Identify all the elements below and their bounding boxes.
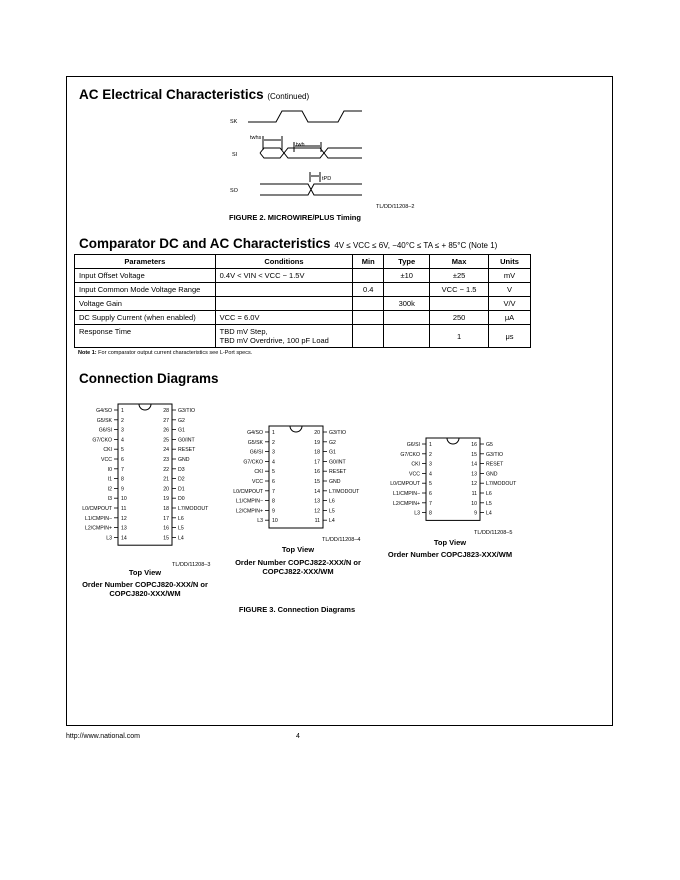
chip28-fig-id: TL/DD/11208–3	[172, 562, 211, 568]
chip20-right-pin-label: L5	[329, 508, 335, 515]
chip28-right-pin-number: 20	[163, 486, 169, 493]
figure2-id: TL/DD/11208–2	[376, 204, 415, 210]
si-label: SI	[232, 152, 238, 158]
chip16-left-pin-number: 6	[429, 491, 432, 497]
so-label: SO	[230, 188, 238, 194]
chip16-right-pin-number: 13	[471, 471, 477, 478]
chip16-right-pin-label: L7/MODOUT	[486, 481, 517, 488]
chip16-left-pin-label: L0/CMPOUT	[390, 481, 420, 488]
chip28-left-pin-number: 9	[121, 486, 124, 493]
si-waveform-bottom	[260, 153, 362, 158]
chip16-right-pin-label: L6	[486, 491, 492, 497]
chip28-right-pin-label: GND	[178, 457, 190, 463]
chip28-right-pin-number: 22	[163, 466, 169, 473]
chip28-right-pin-label: D1	[178, 486, 185, 493]
chip20-view: Top View	[281, 545, 315, 554]
chip20-left-pin-label: L3	[257, 518, 263, 525]
chip28-right-pin-number: 23	[163, 457, 169, 463]
chip20-left-pin-number: 5	[272, 469, 275, 476]
chip20-fig-id: TL/DD/11208–4	[322, 537, 361, 543]
chip20-right-pin-number: 13	[314, 498, 320, 505]
figure2-caption: FIGURE 2. MICROWIRE/PLUS Timing	[229, 213, 361, 222]
chip20-right-pin-label: L6	[329, 498, 335, 505]
chip16-right-pin-label: G3/TIO	[486, 451, 504, 458]
chip20-left-pin-number: 1	[272, 430, 275, 436]
chip20-right-pin-number: 19	[314, 439, 320, 446]
chip28-right-pin-number: 21	[163, 476, 169, 483]
chip28-right-pin-label: RESET	[178, 447, 196, 454]
comparator-table	[74, 254, 531, 348]
so-waveform-bottom	[260, 184, 362, 195]
chip20-left-pin-label: L0/CMPOUT	[233, 488, 263, 495]
chip16-left-pin-number: 2	[429, 451, 432, 458]
chip20-left-pin-label: CKI	[254, 469, 263, 476]
header-type: Type	[384, 255, 430, 269]
chip20-left-pin-number: 6	[272, 479, 275, 485]
twh-label: twh	[296, 142, 305, 148]
chip16-right-pin-label: RESET	[486, 461, 504, 468]
chip28-right-pin-number: 18	[163, 506, 169, 512]
chip16-right-pin-number: 12	[471, 481, 477, 488]
chip16-left-pin-number: 8	[429, 510, 432, 517]
chip28-right-pin-number: 19	[163, 496, 169, 503]
table-header-row	[75, 255, 531, 269]
chip28-right-pin-number: 17	[163, 515, 169, 522]
chip20-right-pin-number: 11	[314, 518, 320, 525]
chip28-left-pin-label: G4/SO	[96, 408, 112, 414]
chip16-right-pin-label: GND	[486, 471, 498, 478]
chip28-left-pin-number: 2	[121, 417, 124, 424]
chip28-left-pin-number: 14	[121, 535, 127, 542]
table-row: Voltage Gain 300k V/V	[75, 297, 531, 311]
chip28-right-pin-label: G2	[178, 417, 185, 424]
chip28-left-pin-number: 6	[121, 457, 124, 463]
table-row: Response Time TBD mV Step, TBD mV Overdrive, 100 pF Load 1 μs	[75, 325, 531, 348]
chip20-right-pin-label: L7/MODOUT	[329, 488, 360, 495]
footer-page-number: 4	[296, 733, 300, 740]
chip28-right-pin-number: 15	[163, 535, 169, 542]
chip28-left-pin-label: G6/SI	[98, 427, 112, 434]
chip16-left-pin-label: L3	[414, 510, 420, 517]
chip20-order2: COPCJ822-XXX/WM	[262, 567, 334, 576]
note-1: Note 1: For comparator output current characteristics see L-Port specs.	[78, 350, 253, 356]
chip20-left-pin-number: 10	[272, 518, 278, 525]
tpd-label: tPD	[322, 176, 332, 182]
table-row: DC Supply Current (when enabled) VCC = 6.0V 250 μA	[75, 311, 531, 325]
chip16-right-pin-number: 11	[471, 491, 477, 497]
chip20-left-pin-number: 8	[272, 498, 275, 505]
chip20-right-pin-number: 18	[314, 449, 320, 456]
chip16-left-pin-label: CKI	[411, 461, 420, 468]
chip28-right-pin-number: 27	[163, 417, 169, 424]
chip16-left-pin-label: G6/SI	[406, 442, 420, 448]
chip20-diagram	[227, 422, 377, 532]
chip16-left-pin-label: VCC	[409, 471, 420, 478]
twhs-label: twhs	[250, 135, 262, 141]
chip28-right-pin-number: 26	[163, 427, 169, 434]
chip20-right-pin-label: G2	[329, 439, 336, 446]
chip28-order2: COPCJ820-XXX/WM	[109, 589, 181, 598]
chip28-left-pin-number: 1	[121, 408, 124, 414]
chip20-right-pin-number: 16	[314, 469, 320, 476]
chip28-left-pin-number: 13	[121, 525, 127, 532]
chip28-right-pin-label: L7/MODOUT	[178, 506, 209, 512]
chip28-left-pin-label: L1/CMPIN−	[85, 515, 112, 522]
chip28-left-pin-label: G5/SK	[96, 417, 112, 424]
ac-section-title: AC Electrical Characteristics (Continued)	[79, 87, 310, 102]
figure3-caption: FIGURE 3. Connection Diagrams	[238, 605, 356, 614]
si-waveform-top	[260, 148, 362, 153]
chip28-left-pin-label: L3	[106, 535, 112, 542]
chip16-notch	[447, 438, 459, 444]
chip28-left-pin-number: 11	[121, 506, 127, 512]
chip20-left-pin-label: L2/CMPIN+	[236, 508, 263, 515]
chip20-left-pin-number: 2	[272, 439, 275, 446]
chip20-left-pin-label: L1/CMPIN−	[236, 498, 263, 505]
chip28-right-pin-label: L4	[178, 535, 184, 542]
chip20-right-pin-label: L4	[329, 518, 335, 525]
chip28-left-pin-label: G7/CKO	[92, 437, 112, 444]
chip28-view: Top View	[128, 568, 162, 577]
chip28-left-pin-number: 4	[121, 437, 124, 444]
chip20-left-pin-number: 4	[272, 459, 275, 466]
chip28-right-pin-number: 28	[163, 408, 169, 414]
chip20-right-pin-label: RESET	[329, 469, 347, 476]
chip28-left-pin-label: I2	[107, 486, 112, 493]
chip16-left-pin-number: 3	[429, 461, 432, 468]
chip28-left-pin-label: L2/CMPIN+	[85, 525, 112, 532]
table-row: Input Common Mode Voltage Range 0.4 VCC − 1.5 V	[75, 283, 531, 297]
chip16-right-pin-label: G5	[486, 442, 493, 448]
chip20-left-pin-number: 3	[272, 449, 275, 456]
chip28-left-pin-number: 3	[121, 427, 124, 434]
table-row: Input Offset Voltage 0.4V < VIN < VCC − 1.5V ±10 ±25 mV	[75, 269, 531, 283]
chip28-right-pin-label: D3	[178, 466, 185, 473]
chip28-left-pin-label: I0	[107, 466, 112, 473]
chip28-right-pin-label: G3/TIO	[178, 408, 196, 414]
chip20-right-pin-number: 15	[314, 479, 320, 485]
chip20-right-pin-number: 20	[314, 430, 320, 436]
chip20-right-pin-label: GND	[329, 479, 341, 485]
chip20-left-pin-label: G5/SK	[247, 439, 263, 446]
header-parameters: Parameters	[75, 255, 216, 269]
chip16-right-pin-number: 9	[474, 510, 477, 517]
chip20-left-pin-label: G6/SI	[249, 449, 263, 456]
chip16-right-pin-label: L5	[486, 500, 492, 507]
chip16-left-pin-number: 4	[429, 471, 432, 478]
chip16-left-pin-number: 5	[429, 481, 432, 488]
chip16-view: Top View	[433, 538, 467, 547]
chip28-left-pin-number: 7	[121, 466, 124, 473]
chip20-left-pin-label: G4/SO	[247, 430, 263, 436]
chip20-right-pin-number: 14	[314, 488, 320, 495]
chip20-notch	[290, 426, 302, 432]
chip16-order1: Order Number COPCJ823-XXX/WM	[387, 550, 513, 559]
chip28-left-pin-label: L0/CMPOUT	[82, 506, 112, 512]
chip28-left-pin-label: CKI	[103, 447, 112, 454]
chip16-left-pin-number: 7	[429, 500, 432, 507]
chip28-left-pin-number: 5	[121, 447, 124, 454]
chip28-right-pin-number: 24	[163, 447, 169, 454]
chip28-right-pin-number: 25	[163, 437, 169, 444]
chip20-left-pin-number: 9	[272, 508, 275, 515]
chip28-left-pin-number: 8	[121, 476, 124, 483]
chip28-right-pin-label: G0/INT	[178, 437, 195, 444]
header-max: Max	[430, 255, 489, 269]
chip16-left-pin-label: L2/CMPIN+	[393, 500, 420, 507]
chip28-right-pin-label: L5	[178, 525, 184, 532]
chip28-left-pin-number: 10	[121, 496, 127, 503]
chip28-left-pin-number: 12	[121, 515, 127, 522]
chip20-right-pin-label: G1	[329, 449, 336, 456]
chip28-order1: Order Number COPCJ820-XXX/N or	[82, 580, 208, 589]
chip16-diagram	[384, 434, 534, 524]
chip16-left-pin-label: L1/CMPIN−	[393, 491, 420, 497]
chip16-left-pin-number: 1	[429, 442, 432, 448]
chip20-left-pin-label: G7/CKO	[243, 459, 263, 466]
chip20-order1: Order Number COPCJ822-XXX/N or	[235, 558, 361, 567]
chip20-right-pin-number: 12	[314, 508, 320, 515]
chip28-left-pin-label: I1	[107, 476, 112, 483]
chip28-right-pin-label: D2	[178, 476, 185, 483]
chip28-right-pin-label: G1	[178, 427, 185, 434]
connection-title: Connection Diagrams	[79, 371, 219, 386]
chip28-right-pin-label: D0	[178, 496, 185, 503]
chip20-right-pin-label: G3/TIO	[329, 430, 347, 436]
chip16-right-pin-number: 15	[471, 451, 477, 458]
chip28-body	[118, 404, 172, 545]
microwire-timing-diagram	[226, 108, 376, 200]
chip20-right-pin-label: G0/INT	[329, 459, 346, 466]
comparator-title: Comparator DC and AC Characteristics 4V ≤ VCC ≤ 6V, −40°C ≤ TA ≤ + 85°C (Note 1)	[79, 236, 498, 251]
chip20-left-pin-label: VCC	[252, 479, 263, 485]
chip28-right-pin-number: 16	[163, 525, 169, 532]
header-units: Units	[489, 255, 531, 269]
chip16-body	[426, 438, 480, 520]
chip16-right-pin-number: 16	[471, 442, 477, 448]
chip16-fig-id: TL/DD/11208–5	[474, 530, 513, 536]
chip16-right-pin-number: 10	[471, 500, 477, 507]
chip16-right-pin-number: 14	[471, 461, 477, 468]
chip16-left-pin-label: G7/CKO	[400, 451, 420, 458]
chip28-diagram	[76, 400, 226, 550]
header-conditions: Conditions	[215, 255, 353, 269]
continued-label: (Continued)	[267, 92, 310, 101]
footer-url[interactable]: http://www.national.com	[66, 733, 140, 740]
chip28-left-pin-label: I3	[107, 496, 112, 503]
sk-waveform	[248, 111, 362, 122]
sk-label: SK	[230, 119, 238, 125]
chip20-right-pin-number: 17	[314, 459, 320, 466]
chip16-right-pin-label: L4	[486, 510, 492, 517]
comparator-conditions: 4V ≤ VCC ≤ 6V, −40°C ≤ TA ≤ + 85°C (Note 1)	[334, 241, 498, 250]
chip28-right-pin-label: L6	[178, 515, 184, 522]
chip28-notch	[139, 404, 151, 410]
chip20-left-pin-number: 7	[272, 488, 275, 495]
chip28-left-pin-label: VCC	[101, 457, 112, 463]
header-min: Min	[353, 255, 384, 269]
